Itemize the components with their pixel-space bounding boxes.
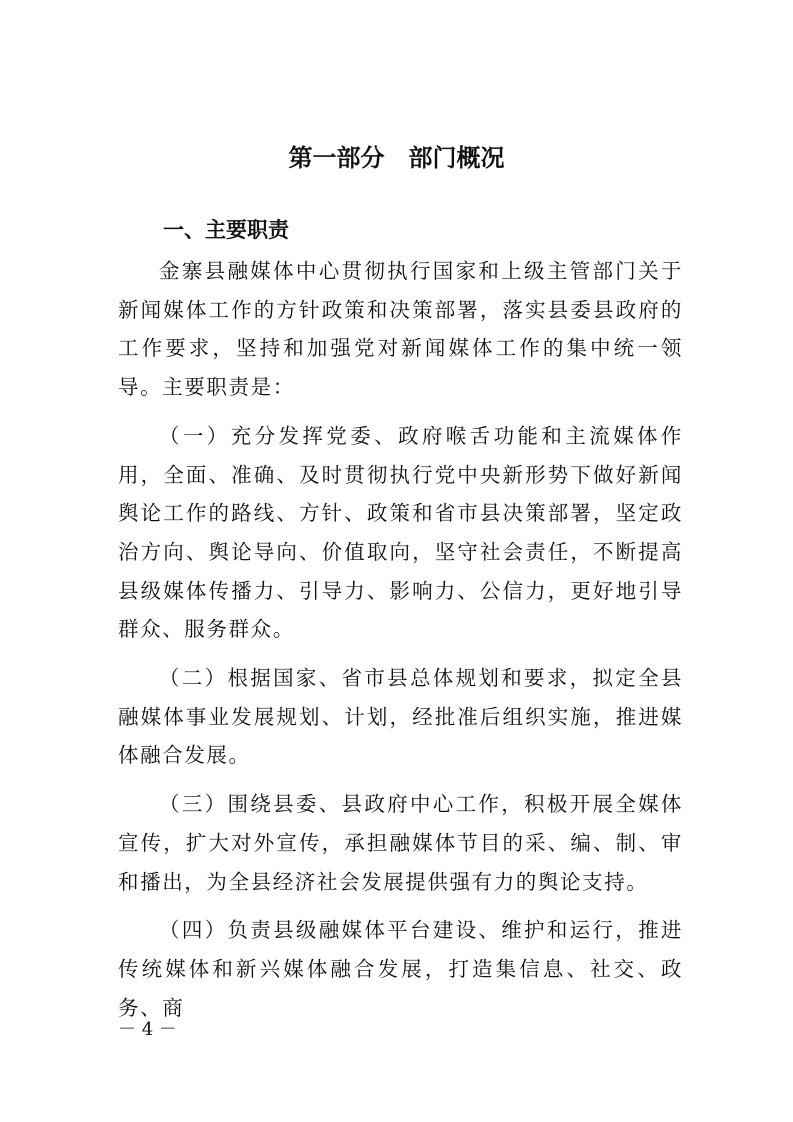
page-number: － 4 － bbox=[118, 1019, 177, 1040]
paragraph-duty-1: （一）充分发挥党委、政府喉舌功能和主流媒体作用，全面、准确、及时贯彻执行党中央新形势下做好新闻舆论工作的路线、方针、政策和省市县决策部署，坚定政治方向、舆论导向、价值取向，坚守社会责任，不断提高县级媒体传播力、引导力、影响力、公信力，更好地引导群众、服务群众。 bbox=[118, 423, 683, 642]
paragraph-duty-4: （四）负责县级融媒体平台建设、维护和运行，推进传统媒体和新兴媒体融合发展，打造集信息、社交、政务、商 bbox=[118, 918, 683, 1020]
body-text bbox=[118, 252, 683, 1037]
paragraph-duty-2: （二）根据国家、省市县总体规划和要求，拟定全县融媒体事业发展规划、计划，经批准后组织实施，推进媒体融合发展。 bbox=[118, 666, 683, 768]
paragraph-intro: 金寨县融媒体中心贯彻执行国家和上级主管部门关于新闻媒体工作的方针政策和决策部署，落实县委县政府的工作要求，坚持和加强党对新闻媒体工作的集中统一领导。主要职责是： bbox=[118, 259, 683, 400]
page-title: 第一部分 部门概况 bbox=[288, 144, 505, 172]
paragraph-duty-3: （三）围绕县委、县政府中心工作，积极开展全媒体宣传，扩大对外宣传，承担融媒体节目的采、编、制、审和播出，为全县经济社会发展提供强有力的舆论支持。 bbox=[118, 792, 683, 894]
section-heading: 一、主要职责 bbox=[163, 218, 289, 242]
